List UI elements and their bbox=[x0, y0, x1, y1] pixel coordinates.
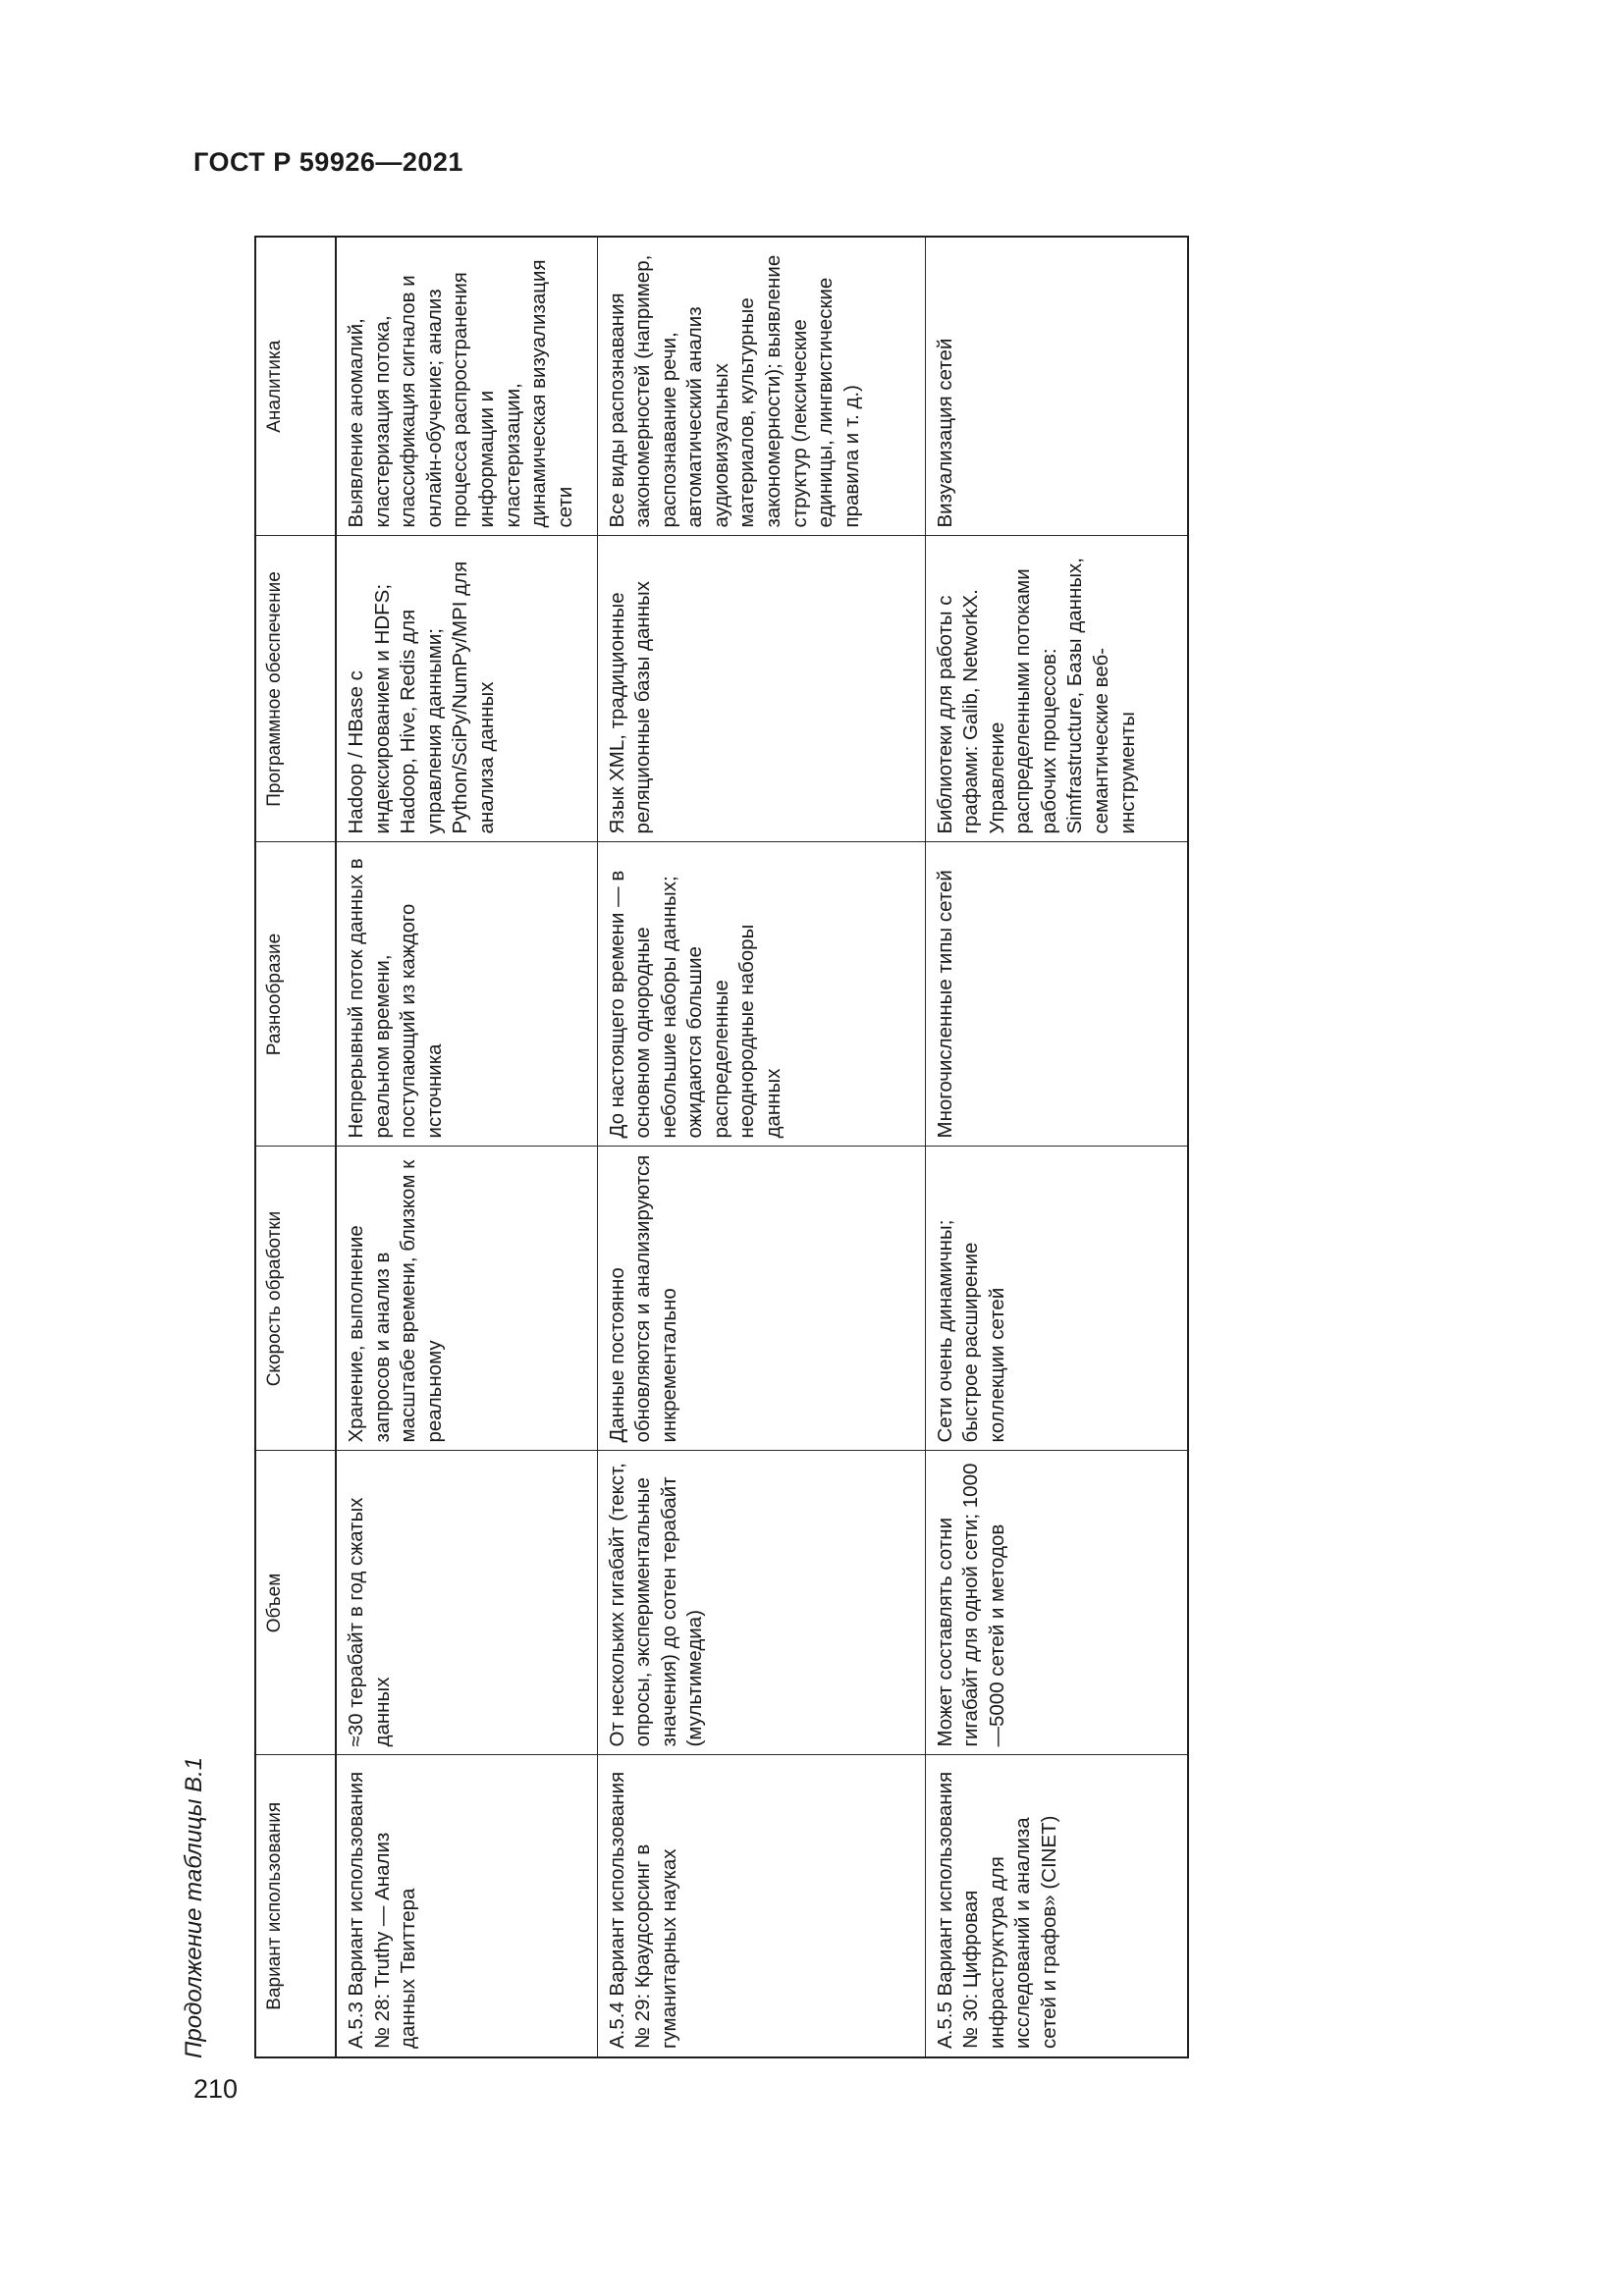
cell-velocity: Данные постоянно обновляются и анализируются инкрементально bbox=[597, 1147, 925, 1451]
table-caption: Продолжение таблицы В.1 bbox=[181, 1756, 207, 2058]
column-header-software: Программное обеспечение bbox=[255, 536, 336, 842]
column-header-volume: Объем bbox=[255, 1451, 336, 1755]
cell-volume: От нескольких гигабайт (текст, опросы, экспериментальные значения) до сотен терабайт (мультимедиа) bbox=[597, 1451, 925, 1755]
cell-variety: Непрерывный поток данных в реальном времени, поступающий из каждого источника bbox=[336, 842, 597, 1147]
data-table bbox=[254, 236, 1189, 2058]
table-row bbox=[336, 237, 597, 2057]
cell-analytics: Все виды распознавания закономерностей (например, распознавание речи, автоматический анализ аудиовизуальных материалов, культурные закономерности); выявление структур (лексические единицы, лингвистические правила и т. д.) bbox=[597, 237, 925, 536]
document-header: ГОСТ Р 59926—2021 bbox=[193, 147, 463, 177]
cell-variety: До настоящего времени — в основном однородные небольшие наборы данных; ожидаются большие распределенные неоднородные наборы данных bbox=[597, 842, 925, 1147]
cell-volume: Может составлять сотни гигабайт для одной сети; 1000—5000 сетей и методов bbox=[925, 1451, 1188, 1755]
cell-use-case: А.5.5 Вариант использования № 30: Цифровая инфраструктура для исследований и анализа сетей и графов» (CINET) bbox=[925, 1755, 1188, 2057]
cell-use-case: А.5.4 Вариант использования № 29: Краудсорсинг в гуманитарных науках bbox=[597, 1755, 925, 2057]
cell-software: Библиотеки для работы с графами: Galib, NetworkX. Управление распределенными потоками рабочих процессов: Simfrastructure, Базы данных, семантические веб-инструменты bbox=[925, 536, 1188, 842]
rotated-table-container bbox=[254, 238, 1171, 2058]
column-header-variety: Разнообразие bbox=[255, 842, 336, 1147]
cell-volume: ≈30 терабайт в год сжатых данных bbox=[336, 1451, 597, 1755]
cell-use-case: А.5.3 Вариант использования № 28: Truthy — Анализ данных Твиттера bbox=[336, 1755, 597, 2057]
cell-velocity: Сети очень динамичны; быстрое расширение коллекции сетей bbox=[925, 1147, 1188, 1451]
cell-software: Язык XML, традиционные реляционные базы данных bbox=[597, 536, 925, 842]
column-header-velocity: Скорость обработки bbox=[255, 1147, 336, 1451]
column-header-use-case: Вариант использования bbox=[255, 1755, 336, 2057]
column-header-analytics: Аналитика bbox=[255, 237, 336, 536]
table-header-row bbox=[255, 237, 336, 2057]
cell-velocity: Хранение, выполнение запросов и анализ в масштабе времени, близком к реальному bbox=[336, 1147, 597, 1451]
cell-analytics: Визуализация сетей bbox=[925, 237, 1188, 536]
table-row bbox=[925, 237, 1188, 2057]
page-number: 210 bbox=[193, 2074, 239, 2104]
cell-variety: Многочисленные типы сетей bbox=[925, 842, 1188, 1147]
cell-analytics: Выявление аномалий, кластеризация потока, классификация сигналов и онлайн-обучение; анализ процесса распространения информации и кластеризации, динамическая визуализация сети bbox=[336, 237, 597, 536]
table-row bbox=[597, 237, 925, 2057]
cell-software: Hadoop / HBase с индексированием и HDFS; Hadoop, Hive, Redis для управления данными; Python/SciPy/NumPy/MPI для анализа данных bbox=[336, 536, 597, 842]
